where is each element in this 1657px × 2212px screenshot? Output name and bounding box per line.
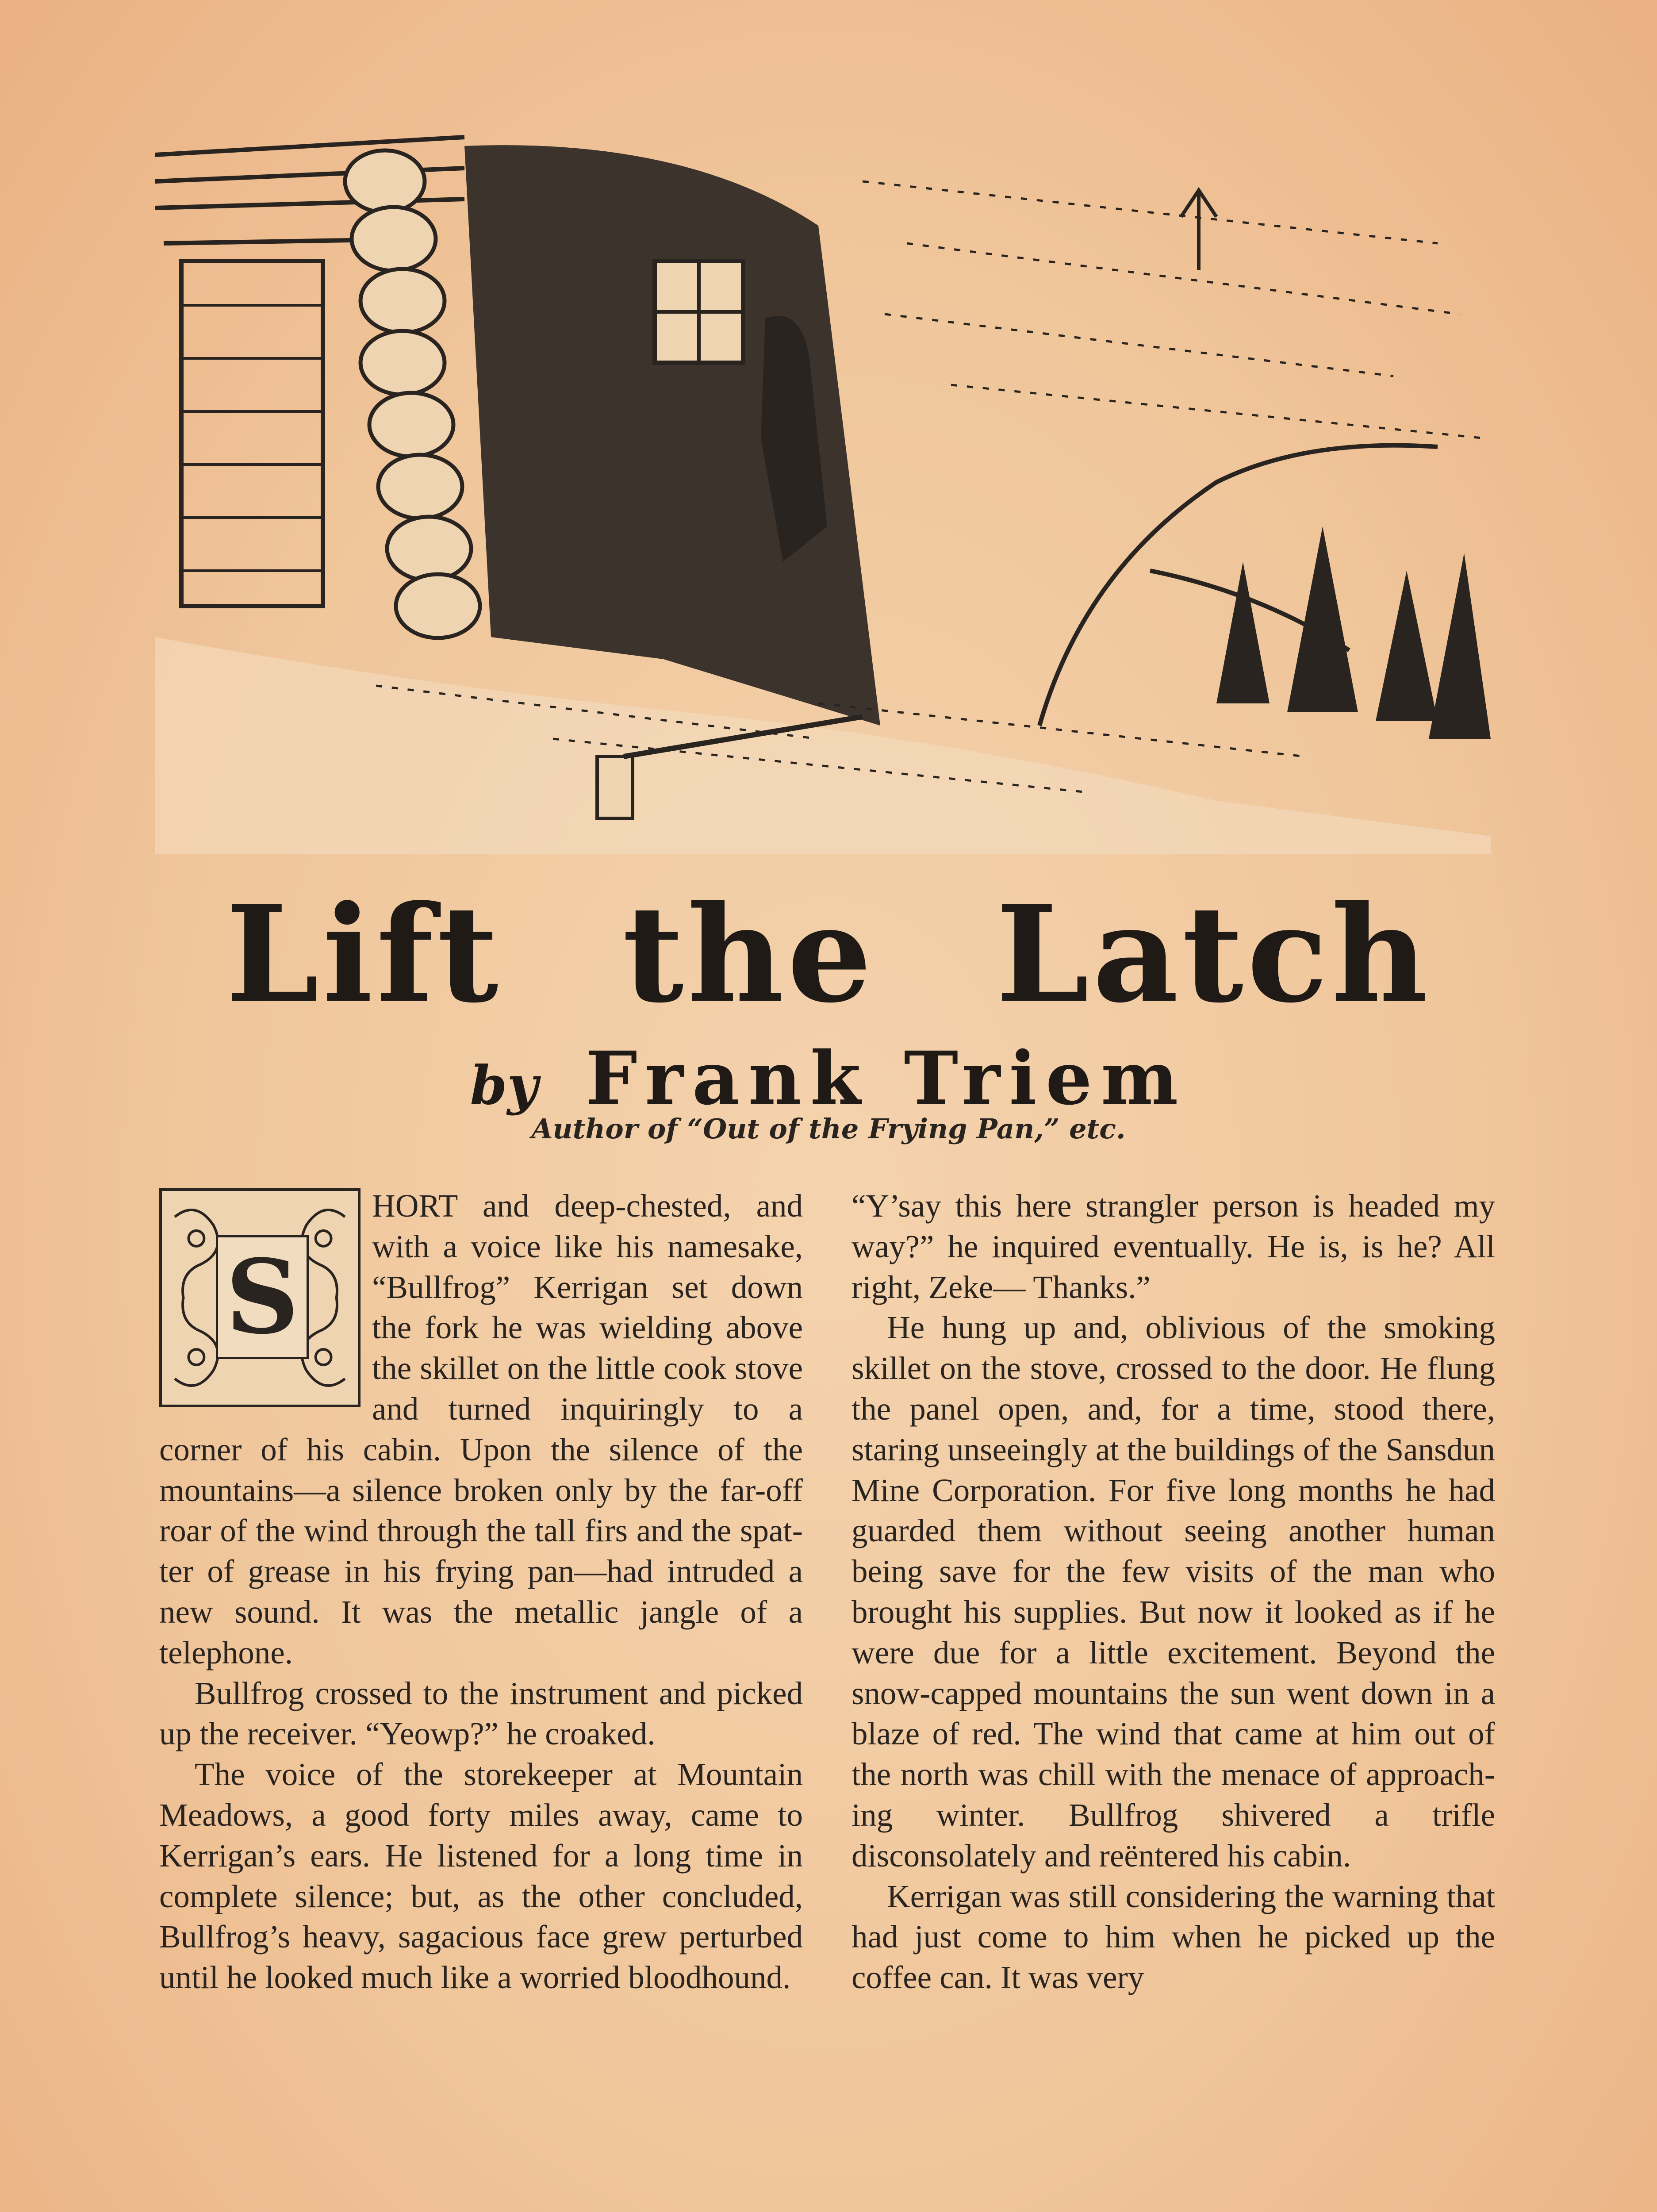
- drop-cap: [159, 1188, 361, 1407]
- article-title: Lift the Latch: [226, 876, 1431, 1032]
- byline: [0, 1035, 1657, 1121]
- byline-prefix: by: [470, 1054, 538, 1117]
- paragraph: He hung up and, oblivious of the smoking skillet on the stove, crossed to the door. He flung the panel open, and, for a time, stood there, staring unseeingly at the buildings of the Sansdun Mine Corporation. For five long months he had guarded them without seeing another human being save for the few visits of the man who brought his supplies. But now it looked as if he were due for a little excitement. Beyond the snow-capped mountains the sun went down in a blaze of red. The wind that came at him out of the north was chill with the menace of approaching winter. Bullfrog shivered a trifle disconsolately and reëntered his cabin.: [852, 1310, 1495, 1874]
- drop-cap-letter: S: [216, 1235, 309, 1359]
- column-right: [852, 1186, 1495, 2185]
- column-left: [159, 1186, 803, 2185]
- paragraph: “Y’say this here strangler person is headed my way?” he inquired eventually. He is, is he? All right, Zeke— Thanks.”: [852, 1188, 1495, 1305]
- author-name: Frank Triem: [585, 1035, 1187, 1121]
- paragraph: Kerrigan was still considering the warning that had just come to him when he picked up the coffee can. It was very: [852, 1878, 1495, 1996]
- cabin-illustration: [155, 128, 1491, 854]
- paragraph: Bullfrog crossed to the instrument and picked up the receiver. “Yeowp?” he croaked.: [159, 1675, 803, 1752]
- paragraph: The voice of the storekeeper at Mountain Meadows, a good forty miles away, came to Kerrigan’s ears. He listened for a long time in complete silence; but, as the other concluded, Bullfrog’s heavy, sagacious face grew perturbed until he looked much like a worried bloodhound.: [159, 1756, 803, 1996]
- paragraph: HORT and deep-chested, and with a voice like his namesake, “Bullfrog” Kerrigan set down the fork he was wielding above the skillet on the little cook stove and turned inquiringly to a corner of his cabin. Upon the silence of the mountains—a silence broken only by the far-off roar of the wind through the tall firs and the spatter of grease in his frying pan—had intruded a new sound. It was the metallic jangle of a telephone.: [159, 1188, 803, 1671]
- author-credit: Author of “Out of the Frying Pan,” etc.: [531, 1113, 1126, 1145]
